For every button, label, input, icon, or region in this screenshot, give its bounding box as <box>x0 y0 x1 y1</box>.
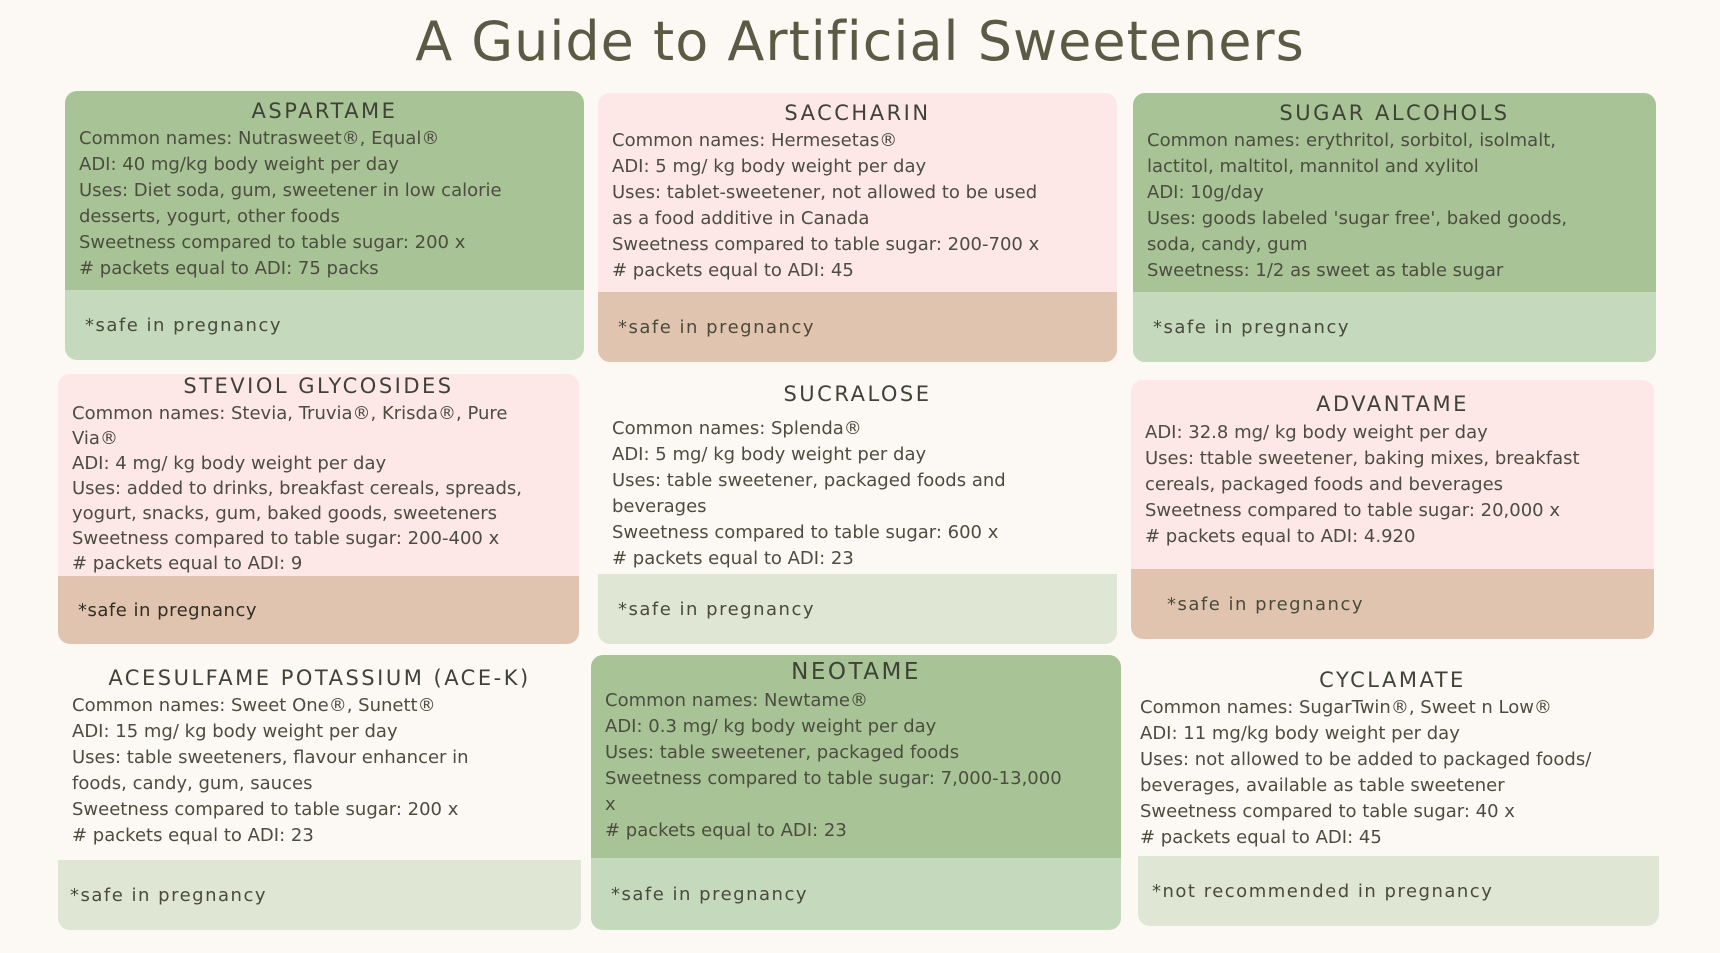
card-advantame <box>1131 380 1654 639</box>
card-line: Sweetness compared to table sugar: 200 x <box>79 232 466 253</box>
card-line: ADI: 10g/day <box>1147 182 1264 203</box>
card-saccharin <box>598 93 1117 362</box>
pregnancy-note: *safe in pregnancy <box>58 860 581 930</box>
card-aspartame <box>65 91 584 360</box>
card-line: beverages, available as table sweetener <box>1140 775 1505 796</box>
card-line: Common names: Nutrasweet®, Equal® <box>79 128 440 149</box>
card-line: # packets equal to ADI: 23 <box>605 820 847 841</box>
card-line: Sweetness compared to table sugar: 600 x <box>612 522 999 543</box>
card-line: Common names: Sweet One®, Sunett® <box>72 695 436 716</box>
card-line: # packets equal to ADI: 4.920 <box>1145 526 1416 547</box>
card-line: Common names: Splenda® <box>612 418 862 439</box>
card-line: Uses: goods labeled 'sugar free', baked goods, <box>1147 208 1568 229</box>
card-line: Common names: SugarTwin®, Sweet n Low® <box>1140 697 1552 718</box>
card-line: desserts, yogurt, other foods <box>79 206 340 227</box>
card-line: ADI: 0.3 mg/ kg body weight per day <box>605 716 937 737</box>
card-line: Common names: Hermesetas® <box>612 130 898 151</box>
pregnancy-note: *not recommended in pregnancy <box>1138 856 1659 926</box>
card-line: lactitol, maltitol, mannitol and xylitol <box>1147 156 1479 177</box>
card-line: yogurt, snacks, gum, baked goods, sweeteners <box>72 503 497 524</box>
card-line: Sweetness compared to table sugar: 20,000 x <box>1145 500 1561 521</box>
card-line: Uses: not allowed to be added to packaged foods/ <box>1140 749 1592 770</box>
card-line: ADI: 32.8 mg/ kg body weight per day <box>1145 422 1488 443</box>
card-line: Common names: Newtame® <box>605 690 868 711</box>
card-line: soda, candy, gum <box>1147 234 1308 255</box>
page-title: A Guide to Artificial Sweeteners <box>415 10 1305 73</box>
card-line: ADI: 15 mg/ kg body weight per day <box>72 721 398 742</box>
card-line: # packets equal to ADI: 23 <box>72 825 314 846</box>
card-name: ASPARTAME <box>251 99 398 123</box>
card-line: ADI: 11 mg/kg body weight per day <box>1140 723 1460 744</box>
card-line: ADI: 5 mg/ kg body weight per day <box>612 156 927 177</box>
card-name: SUGAR ALCOHOLS <box>1279 101 1510 125</box>
card-line: # packets equal to ADI: 75 packs <box>79 258 379 279</box>
card-name: ADVANTAME <box>1316 392 1469 416</box>
pregnancy-note: *safe in pregnancy <box>65 290 584 360</box>
card-line: Uses: ttable sweetener, baking mixes, breakfast <box>1145 448 1580 469</box>
card-line: Uses: Diet soda, gum, sweetener in low calorie <box>79 180 502 201</box>
card-line: Common names: erythritol, sorbitol, isolmalt, <box>1147 130 1556 151</box>
card-line: # packets equal to ADI: 23 <box>612 548 854 569</box>
card-line: Uses: added to drinks, breakfast cereals, spreads, <box>72 478 522 499</box>
card-name: NEOTAME <box>791 659 921 685</box>
pregnancy-note: *safe in pregnancy <box>1133 292 1656 362</box>
card-name: STEVIOL GLYCOSIDES <box>183 374 454 398</box>
card-name: ACESULFAME POTASSIUM (ACE-K) <box>108 666 531 690</box>
card-line: ADI: 4 mg/ kg body weight per day <box>72 453 387 474</box>
card-sucralose <box>598 374 1117 644</box>
card-line: Sweetness compared to table sugar: 40 x <box>1140 801 1515 822</box>
card-line: ADI: 5 mg/ kg body weight per day <box>612 444 927 465</box>
card-line: ADI: 40 mg/kg body weight per day <box>79 154 399 175</box>
card-line: Sweetness compared to table sugar: 200-400 x <box>72 528 500 549</box>
card-name: SACCHARIN <box>784 101 931 125</box>
card-line: as a food additive in Canada <box>612 208 870 229</box>
card-line: Uses: table sweetener, packaged foods and <box>612 470 1006 491</box>
card-cyclamate <box>1138 660 1659 926</box>
card-name: CYCLAMATE <box>1319 668 1466 692</box>
card-line: cereals, packaged foods and beverages <box>1145 474 1504 495</box>
card-sugar-alcohols <box>1133 93 1656 362</box>
card-line: # packets equal to ADI: 45 <box>612 260 854 281</box>
card-line: foods, candy, gum, sauces <box>72 773 313 794</box>
card-line: Via® <box>72 428 118 449</box>
card-line: x <box>605 794 616 815</box>
card-line: Uses: table sweetener, packaged foods <box>605 742 960 763</box>
card-line: Common names: Stevia, Truvia®, Krisda®, Pure <box>72 403 508 424</box>
pregnancy-note: *safe in pregnancy <box>598 292 1117 362</box>
card-line: Sweetness: 1/2 as sweet as table sugar <box>1147 260 1504 281</box>
card-line: Uses: table sweeteners, flavour enhancer in <box>72 747 469 768</box>
pregnancy-note: *safe in pregnancy <box>58 576 579 644</box>
card-line: Uses: tablet-sweetener, not allowed to be used <box>612 182 1038 203</box>
card-line: Sweetness compared to table sugar: 7,000-13,000 <box>605 768 1062 789</box>
pregnancy-note: *safe in pregnancy <box>591 858 1121 930</box>
card-name: SUCRALOSE <box>783 382 932 406</box>
card-steviol-glycosides <box>58 374 579 644</box>
pregnancy-note: *safe in pregnancy <box>1131 569 1654 639</box>
card-line: # packets equal to ADI: 9 <box>72 553 303 574</box>
pregnancy-note: *safe in pregnancy <box>598 574 1117 644</box>
card-line: Sweetness compared to table sugar: 200 x <box>72 799 459 820</box>
card-line: # packets equal to ADI: 45 <box>1140 827 1382 848</box>
card-acesulfame-potassium <box>58 660 581 930</box>
card-line: Sweetness compared to table sugar: 200-700 x <box>612 234 1040 255</box>
card-neotame <box>591 655 1121 930</box>
card-line: beverages <box>612 496 707 517</box>
